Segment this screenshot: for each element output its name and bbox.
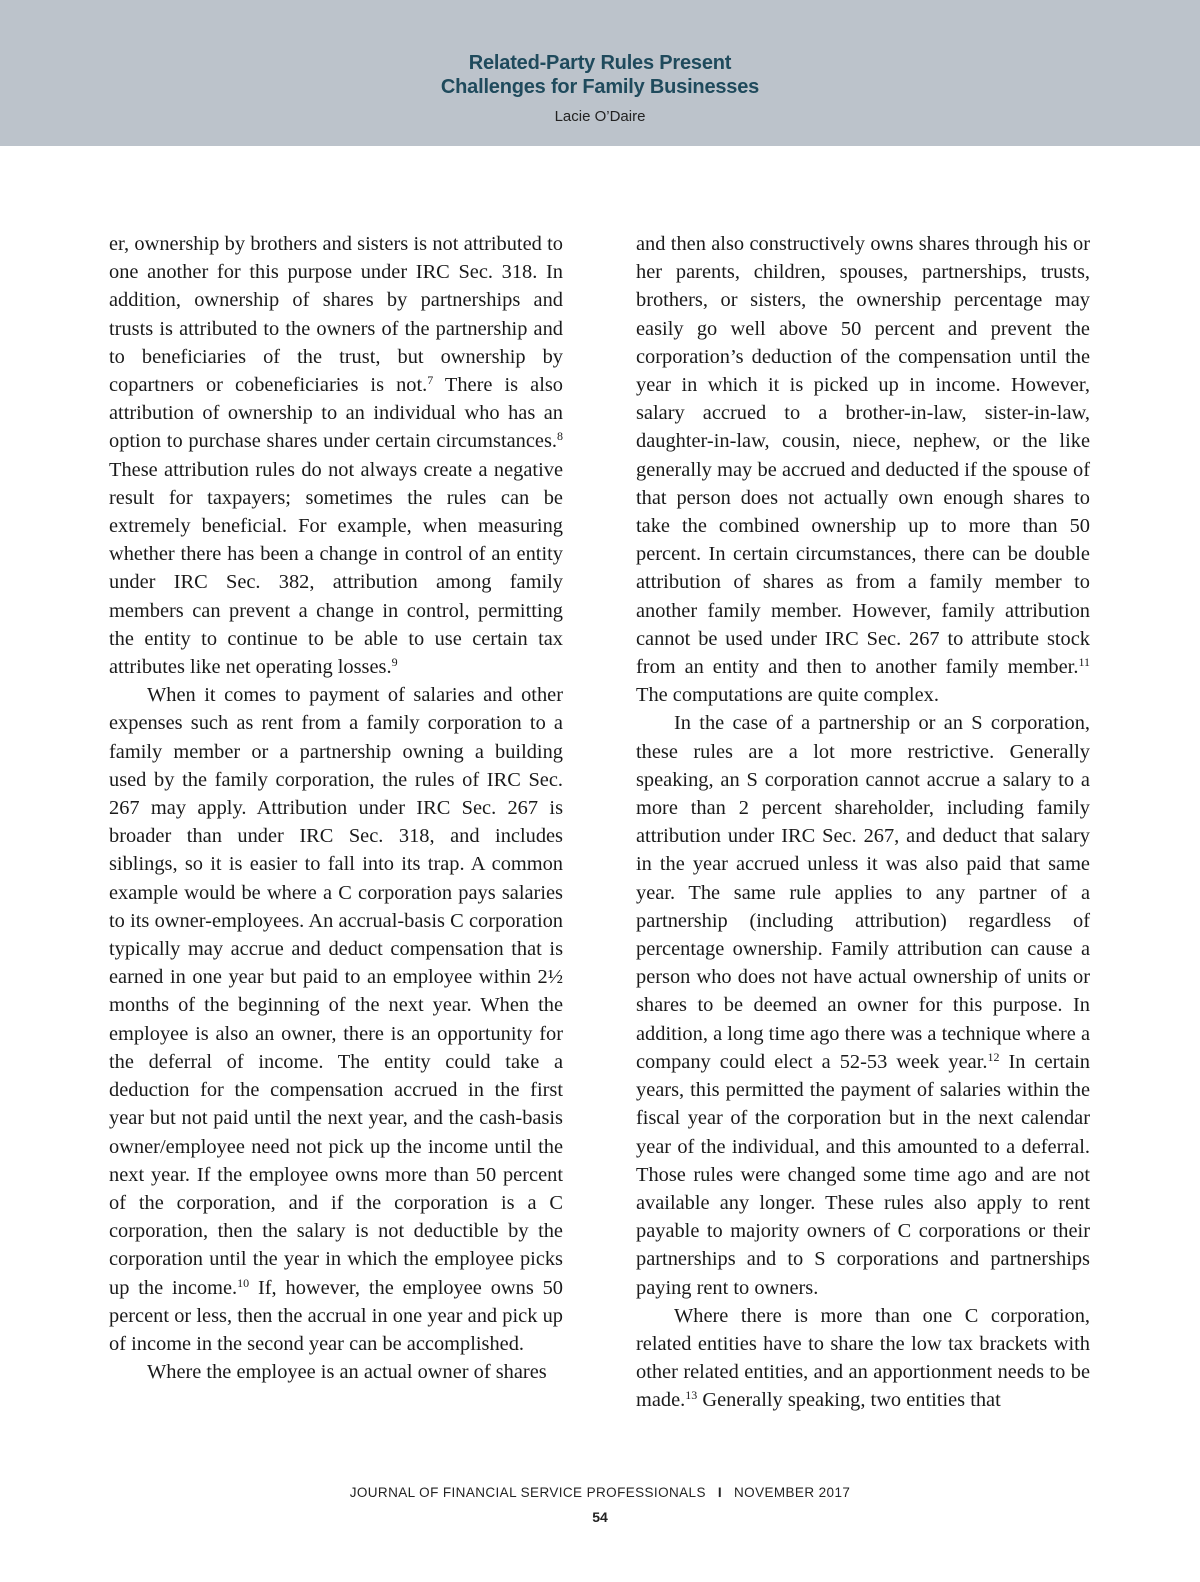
footnote-ref: 12: [987, 1049, 1000, 1064]
page-footer: [0, 1484, 1200, 1526]
paragraph-text: Generally speaking, two entities that: [697, 1389, 1001, 1412]
page-header: [0, 0, 1200, 146]
left-column: [109, 230, 563, 1386]
footnote-ref: 13: [685, 1388, 698, 1403]
issue-date: NOVEMBER 2017: [734, 1485, 851, 1500]
paragraph-text: There is also attribution of ownership to an individual who has an option to purchase shares under certain circumstances.: [109, 374, 563, 453]
journal-line: [0, 1484, 1200, 1502]
paragraph: [636, 230, 1090, 709]
article-title-line1: Related-Party Rules Present: [468, 52, 732, 74]
footnote-ref: 9: [391, 655, 398, 670]
right-column: [636, 230, 1090, 1415]
paragraph-text: If, however, the employee owns 50 percent or less, then the accrual in one year and pick up of income in the second year can be accomplished.: [109, 1276, 563, 1355]
paragraph-text: er, ownership by brothers and sisters is not attributed to one another for this purpose under IRC Sec. 318. In addition, ownership of shares by partnerships and trusts is attributed to the owners of the partnership and to beneficiaries of the trust, but ownership by copartners or cobeneficiaries is not.: [109, 233, 563, 397]
paragraph-text: Where the employee is an actual owner of shares: [147, 1361, 547, 1384]
page-number: 54: [592, 1509, 608, 1525]
footnote-ref: 7: [427, 373, 434, 388]
footer-separator: I: [717, 1485, 723, 1500]
article-author: Lacie O’Daire: [554, 108, 646, 125]
paragraph-text: In the case of a partnership or an S corporation, these rules are a lot more restrictive. Generally speaking, an S corporation cannot accrue a salary to a more than 2 percent shareholder, including family attribution under IRC Sec. 267, and deduct that salary in the year accrued unless it was also paid that same year. The same rule applies to any partner of a partnership (including attribution) regardless of percentage ownership. Family attribution can cause a person who does not have actual ownership of units or shares to be deemed an owner for this purpose. In addition, a long time ago there was a technique where a company could elect a 52-53 week year.: [636, 712, 1090, 1073]
journal-name: JOURNAL OF FINANCIAL SERVICE PROFESSIONALS: [349, 1485, 706, 1500]
paragraph-text: Where there is more than one C corporation, related entities have to share the low tax brackets with other related entities, and an apportionment needs to be made.: [636, 1304, 1090, 1412]
footnote-ref: 10: [237, 1275, 250, 1290]
article-title: [0, 51, 1200, 99]
paragraph: [109, 681, 563, 1358]
paragraph: [109, 1358, 563, 1386]
paragraph-text: These attribution rules do not always create a negative result for taxpayers; sometimes the rules can be extremely beneficial. For example, when measuring whether there has been a change in control of an entity under IRC Sec. 382, attribution among family members can prevent a change in control, permitting the entity to continue to be able to use certain tax attributes like net operating losses.: [109, 458, 563, 679]
paragraph: [109, 230, 563, 681]
footnote-ref: 8: [557, 429, 563, 444]
paragraph: [636, 709, 1090, 1301]
footnote-ref: 11: [1078, 655, 1090, 670]
paragraph: [636, 1302, 1090, 1415]
paragraph-text: In certain years, this permitted the payment of salaries within the fiscal year of the corporation but in the next calendar year of the individual, and this amounted to a deferral. Those rules were changed some time ago and are not available any longer. These rules also apply to rent payable to majority owners of C corporations or their partnerships and to S corporations and partnerships paying rent to owners.: [636, 1050, 1090, 1299]
article-title-line2: Challenges for Family Businesses: [440, 76, 760, 98]
paragraph-text: and then also constructively owns shares through his or her parents, children, spouses, partnerships, trusts, brothers, or sisters, the ownership percentage may easily go well above 50 percent and prevent the corporation’s deduction of the compensation until the year in which it is picked up in income. However, salary accrued to a brother-in-law, sister-in-law, daughter-in-law, cousin, niece, nephew, or the like generally may be accrued and deducted if the spouse of that person does not actually own enough shares to take the combined ownership up to more than 50 percent. In certain circumstances, there can be double attribution of shares as from a family member to another family member. However, family attribution cannot be used under IRC Sec. 267 to attribute stock from an entity and then to another family member.: [636, 233, 1090, 679]
paragraph-text: When it comes to payment of salaries and other expenses such as rent from a family corporation to a family member or a partnership owning a building used by the family corporation, the rules of IRC Sec. 267 may apply. Attribution under IRC Sec. 267 is broader than under IRC Sec. 318, and includes siblings, so it is easier to fall into its trap. A common example would be where a C corporation pays salaries to its owner-employees. An accrual-basis C corporation typically may accrue and deduct compensation that is earned in one year but paid to an employee within 2½ months of the beginning of the next year. When the employee is also an owner, there is an opportunity for the deferral of income. The entity could take a deduction for the compensation accrued in the first year but not paid until the next year, and the cash-basis owner/employee need not pick up the income until the next year. If the employee owns more than 50 percent of the corporation, and if the corporation is a C corporation, then the salary is not deductible by the corporation until the year in which the employee picks up the income.: [109, 684, 563, 1299]
paragraph-text: The computations are quite complex.: [636, 684, 939, 707]
